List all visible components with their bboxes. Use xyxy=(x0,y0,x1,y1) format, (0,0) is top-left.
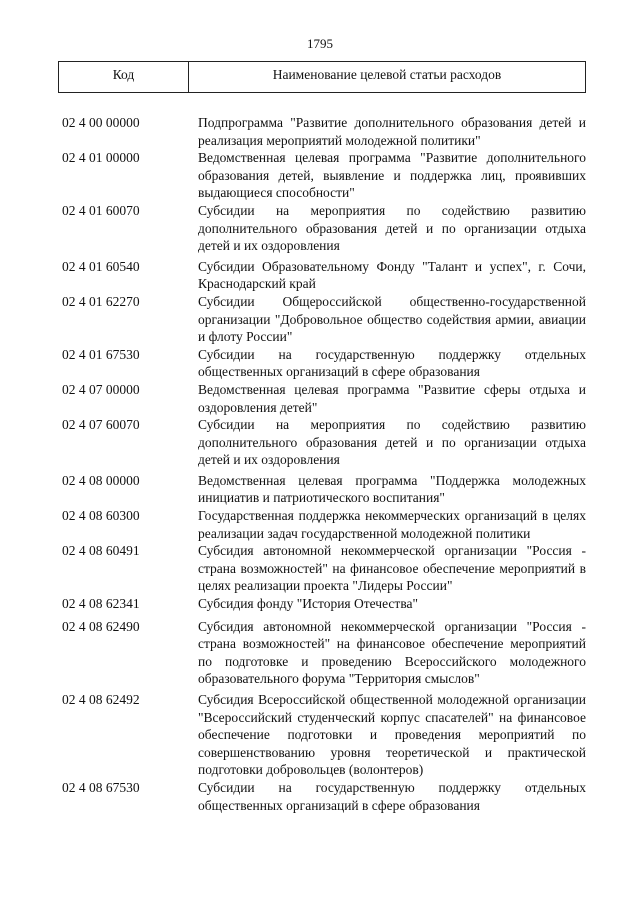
table-row xyxy=(62,202,586,255)
row-code: 02 4 08 60491 xyxy=(62,543,140,559)
row-code: 02 4 08 60300 xyxy=(62,508,140,524)
row-text: Ведомственная целевая программа "Развитие дополнительного образования детей, выявление и поддержка лиц, проявивших выдающиеся способности" xyxy=(198,150,586,201)
row-code: 02 4 01 00000 xyxy=(62,150,140,166)
table-row xyxy=(62,691,586,779)
row-code: 02 4 01 62270 xyxy=(62,293,140,309)
row-text: Субсидия автономной некоммерческой организации "Россия - страна возможностей" на финансовое обеспечение мероприятий по подготовке и проведению Всероссийского молодежного образовательного форума "Территория смыслов" xyxy=(198,618,586,687)
row-code: 02 4 08 62341 xyxy=(62,596,140,612)
table-row xyxy=(62,779,586,814)
row-text: Субсидии на государственную поддержку отдельных общественных организаций в сфере образования xyxy=(198,779,586,813)
row-code: 02 4 01 60070 xyxy=(62,202,140,218)
row-code: 02 4 01 67530 xyxy=(62,346,140,362)
table-row xyxy=(62,149,586,202)
row-code: 02 4 08 00000 xyxy=(62,472,140,488)
row-text: Субсидии Общероссийской общественно-государственной организации "Добровольное общество содействия армии, авиации и флоту России" xyxy=(198,293,586,345)
table-row xyxy=(62,258,586,293)
row-text: Ведомственная целевая программа "Поддержка молодежных инициатив и патриотического воспитания" xyxy=(198,472,586,506)
row-code: 02 4 01 60540 xyxy=(62,258,140,274)
row-code: 02 4 08 62492 xyxy=(62,692,140,707)
row-text: Субсидия фонду "История Отечества" xyxy=(198,596,419,612)
table-row xyxy=(62,542,586,595)
table-row xyxy=(62,416,586,469)
row-text: Субсидии на мероприятия по содействию развитию дополнительного образования детей и по организации отдыха детей и их оздоровления xyxy=(198,202,586,254)
row-code: 02 4 07 60070 xyxy=(62,417,140,433)
table-row xyxy=(62,472,586,507)
table-row xyxy=(62,114,586,149)
row-code: 02 4 08 67530 xyxy=(62,779,140,795)
header-name: Наименование целевой статьи расходов xyxy=(272,67,502,82)
page-number: 1795 xyxy=(307,36,333,51)
row-code: 02 4 08 62490 xyxy=(62,618,140,634)
table-row xyxy=(62,346,586,381)
header-code: Код xyxy=(59,62,189,92)
row-text: Подпрограмма "Развитие дополнительного образования детей и реализация мероприятий молодежной политики" xyxy=(198,115,586,148)
row-text: Субсидии на мероприятия по содействию развитию дополнительного образования детей и по организации отдыха детей и их оздоровления xyxy=(198,417,586,468)
table-row xyxy=(62,507,586,542)
row-text: Ведомственная целевая программа "Развитие сферы отдыха и оздоровления детей" xyxy=(198,381,586,415)
table-row xyxy=(62,293,586,346)
table-row xyxy=(62,595,586,613)
row-text: Субсидии на государственную поддержку отдельных общественных организаций в сфере образования xyxy=(198,346,586,380)
row-text: Субсидии Образовательному Фонду "Талант и успех", г. Сочи, Краснодарский край xyxy=(198,258,586,292)
row-text: Субсидия автономной некоммерческой организации "Россия - страна возможностей" на финансовое обеспечение мероприятий в целях реализации проекта "Лидеры России" xyxy=(198,543,586,594)
table-row xyxy=(62,618,586,688)
row-text: Субсидия Всероссийской общественной молодежной организации "Всероссийский студенческий корпус спасателей" на финансовое обеспечение подготовки и проведения мероприятий по совершенствованию уровня теоретической и практической подготовки добровольцев (волонтеров) xyxy=(198,692,586,778)
row-text: Государственная поддержка некоммерческих организаций в целях реализации задач государственной молодежной политики xyxy=(198,508,586,541)
table-row xyxy=(62,381,586,416)
row-code: 02 4 07 00000 xyxy=(62,381,140,397)
table-body xyxy=(62,114,586,814)
row-code: 02 4 00 00000 xyxy=(62,115,140,130)
table-header xyxy=(58,61,586,93)
